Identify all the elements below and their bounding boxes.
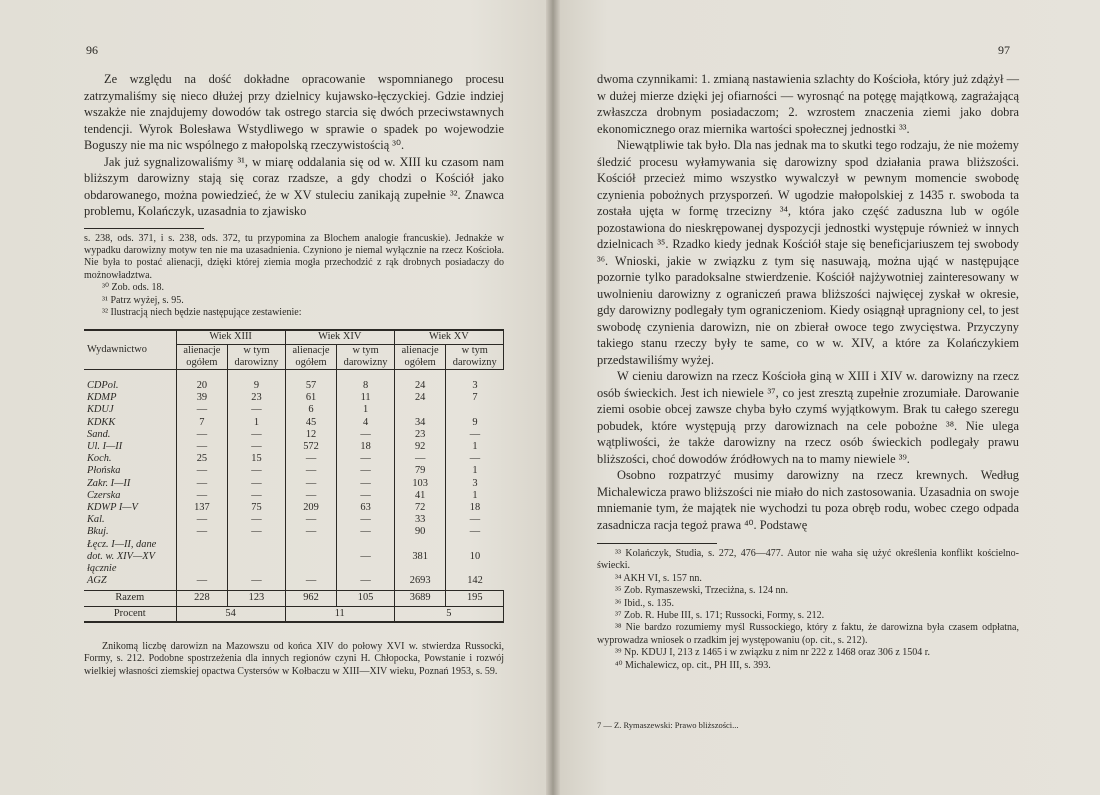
table-cell: 8: [337, 369, 394, 392]
table-row: [84, 514, 504, 526]
printer-signature: 7 — Z. Rymaszewski: Prawo bliższości...: [597, 720, 739, 730]
table-row: [84, 404, 504, 416]
table-row: [84, 465, 504, 477]
subheader-total: alienacje ogółem: [394, 344, 446, 369]
table-cell: 103: [394, 478, 446, 490]
table-cell: 90: [394, 526, 446, 538]
total-cell: 228: [176, 591, 228, 606]
table-cell: —: [285, 453, 337, 465]
percent-cell: 5: [394, 606, 503, 622]
table-cell: 11: [337, 392, 394, 404]
table-cell: [446, 404, 504, 416]
subheader-donations: w tym darowizny: [337, 344, 394, 369]
row-source: KDWP I—V: [87, 501, 138, 513]
table-cell: —: [337, 575, 394, 591]
table-cell: 381: [394, 539, 446, 576]
table-cell: [228, 539, 285, 576]
table-row: [84, 392, 504, 404]
table-cell: 572: [285, 441, 337, 453]
footnote-continuation: Znikomą liczbę darowizn na Mazowszu od końca XIV do połowy XVI w. stwierdza Russocki, Formy, s. 212. Podobne spostrzeżenia dla innych regionów czyni H. Chłopocka, Powstanie i rozwój wielkiej własności ziemskiej opactwa Cystersów w Kołbaczu w XIII—XIV wieku, Poznań 1953, s. 59.: [84, 640, 504, 677]
percent-cell: 54: [176, 606, 285, 622]
table-cell: 1: [228, 417, 285, 429]
table-cell: 20: [176, 369, 228, 392]
table-cell: —: [394, 453, 446, 465]
table-cell: —: [337, 478, 394, 490]
footnote-rule: [597, 543, 717, 544]
table-cell: 1: [446, 490, 504, 502]
table-cell: 1: [446, 465, 504, 477]
table-cell: —: [446, 429, 504, 441]
table-cell: —: [337, 539, 394, 576]
table-row: [84, 417, 504, 429]
table-cell: —: [176, 404, 228, 416]
table-cell: —: [285, 575, 337, 591]
total-cell: 105: [337, 591, 394, 606]
table-cell: —: [228, 441, 285, 453]
table-cell: —: [228, 514, 285, 526]
paragraph: W cieniu darowizn na rzecz Kościoła giną w XIII i XIV w. darowizny na rzecz osób świeckich. Jest ich niewiele ³⁷, co jest zresztą zupełnie zrozumiałe. Darowanie ziemi osobie obcej zawsze chyba było czymś wyjątkowym. Brak tu całego szeregu pobudek, które występują przy darowiznach na cele pobożne ³⁸. Nie ulega wątpliwości, że także darowizny na rzecz osób świeckich podlegały prawu bliższości, choć dowodów źródłowych na to mamy niewiele ³⁹.: [597, 369, 1019, 466]
table-cell: —: [176, 465, 228, 477]
book-gutter: [546, 0, 560, 795]
table-cell: —: [337, 490, 394, 502]
row-source: Sand.: [87, 428, 111, 440]
row-source: KDKK: [87, 416, 116, 428]
page-number-left: 96: [86, 43, 98, 57]
table-cell: 142: [446, 575, 504, 591]
total-cell: 195: [446, 591, 504, 606]
subheader-donations: w tym darowizny: [228, 344, 285, 369]
table-cell: —: [228, 526, 285, 538]
total-cell: 962: [285, 591, 337, 606]
column-header-century: Wiek XIII: [176, 330, 285, 344]
footnote: ³¹ Patrz wyżej, s. 95.: [102, 294, 184, 306]
row-source: KDUJ: [87, 404, 114, 416]
table-cell: —: [228, 465, 285, 477]
percent-cell: 11: [285, 606, 394, 622]
table-cell: 3: [446, 369, 504, 392]
table-row: [84, 575, 504, 591]
footnote: ³⁹ Np. KDUJ I, 213 z 1465 i w związku z nim nr 222 z 1468 oraz 306 z 1504 r.: [615, 647, 931, 659]
table-cell: 18: [446, 502, 504, 514]
table-row: [84, 441, 504, 453]
table-cell: —: [228, 575, 285, 591]
column-header-source: Wydawnictwo: [84, 330, 176, 369]
table-cell: 24: [394, 392, 446, 404]
column-header-century: Wiek XIV: [285, 330, 394, 344]
table-cell: 7: [176, 417, 228, 429]
table-cell: [176, 539, 228, 576]
table-cell: 3: [446, 478, 504, 490]
row-source: Łęcz. I—II, dane dot. w. XIV—XV łącznie: [87, 538, 157, 574]
footnote: ⁴⁰ Michalewicz, op. cit., PH III, s. 393.: [615, 659, 771, 671]
table-row: [84, 478, 504, 490]
table-cell: [285, 539, 337, 576]
table-cell: —: [285, 490, 337, 502]
row-source: KDMP: [87, 392, 117, 404]
table-cell: —: [337, 526, 394, 538]
table-cell: 9: [228, 369, 285, 392]
right-body: [597, 71, 1019, 672]
table-cell: 23: [228, 392, 285, 404]
row-source: Zakr. I—II: [87, 477, 131, 489]
footnote: ³⁴ AKH VI, s. 157 nn.: [615, 572, 702, 584]
paragraph: Osobno rozpatrzyć musimy darowizny na rzecz krewnych. Według Michalewicza prawo bliższości nie miało do nich zastosowania. Uzasadnia on swoje mniemanie tym, że majątek nie wychodzi tu poza obręb rodu, wobec czego odpada zasadnicza racja tegoż prawa ⁴⁰. Podstawę: [597, 468, 1019, 532]
table-cell: 33: [394, 514, 446, 526]
footnote-rule: [84, 228, 204, 229]
left-body: [84, 71, 504, 678]
table-cell: 79: [394, 465, 446, 477]
table-cell: [394, 404, 446, 416]
row-source: Płońska: [87, 465, 121, 477]
row-source: Kal.: [87, 514, 105, 526]
total-cell: 123: [228, 591, 285, 606]
table-cell: —: [176, 514, 228, 526]
table-cell: —: [228, 478, 285, 490]
table-cell: —: [446, 453, 504, 465]
subheader-donations: w tym darowizny: [446, 344, 504, 369]
percent-label: Procent: [84, 606, 176, 622]
table-cell: —: [337, 429, 394, 441]
table-cell: —: [176, 490, 228, 502]
table-cell: 41: [394, 490, 446, 502]
table-cell: 6: [285, 404, 337, 416]
table-cell: 9: [446, 417, 504, 429]
table-cell: 25: [176, 453, 228, 465]
table-cell: 34: [394, 417, 446, 429]
column-header-century: Wiek XV: [394, 330, 503, 344]
table-cell: —: [228, 404, 285, 416]
row-source: CDPol.: [87, 379, 119, 391]
left-footnotes: [84, 233, 504, 679]
table-cell: 10: [446, 539, 504, 576]
paragraph: Ze względu na dość dokładne opracowanie wspomnianego procesu zatrzymaliśmy się nieco dłużej przy dzielnicy kujawsko-łęczyckiej. Gdzie indziej wszakże nie znajdujemy dowodów tak ostrego starcia się dwóch przeciwstawnych tendencji. Wyrok Bolesława Wstydliwego w sprawie o spadek po wojewodzie Boguszy nie ma nic wspólnego z małopolską rzeczywistością ³⁰.: [84, 72, 504, 152]
paragraph: Niewątpliwie tak było. Dla nas jednak ma to skutki tego rodzaju, że nie możemy śledzić procesu wyłamywania się darowizny spod działania prawa bliższości. Kościół przecież mimo wszystko wywalczył w pewnym momencie swobodę czynienia pobożnych przysporzeń. W ugodzie małopolskiej z 1435 r. swoboda ta została ujęta w formę trzecizny ³⁴, która jako część zaduszna lub w ogóle pozostawiona do nieskrępowanej dyspozycji jednostki występuje również w innych dzielnicach ³⁵. Rzadko kiedy jednak Kościół staje się beneficjariuszem tej swobody ³⁶. Wnioski, jakie w związku z tym się nasuwają, można ująć w następujące pozornie tylko paradoksalne stwierdzenie. Kościół najżywotniej zainteresowany w uwolnieniu darowizny z ograniczeń prawa bliższości najwięcej zyskał w okresie, gdy darowizny podlegały tym ograniczeniom. Kiedy osiągnął upragniony cel, to jest swobodę czynienia darowizn, nie on zbierał owoce tego zwycięstwa. Przyczyny takiego stanu rzeczy były te same, co w w. XIV, a które za Kolańczykiem przedstawiliśmy wyżej.: [597, 138, 1019, 367]
table-cell: —: [337, 453, 394, 465]
table-cell: —: [176, 575, 228, 591]
paragraph: dwoma czynnikami: 1. zmianą nastawienia szlachty do Kościoła, który już zdążył — w dużej mierze dzięki jej ofiarności — wyrosnąć na potęgę majątkową, zagrażającą zwłaszcza drobnym posiadaczom; 2. wzrostem znaczenia ziemi jako dobra ekonomicznego oraz miernika wartości społecznej jednostki ³³.: [597, 72, 1019, 136]
table-cell: —: [446, 526, 504, 538]
table-row: [84, 490, 504, 502]
table-row: [84, 526, 504, 538]
table-cell: —: [446, 514, 504, 526]
row-source: Koch.: [87, 453, 112, 465]
table-cell: 57: [285, 369, 337, 392]
table-cell: —: [285, 514, 337, 526]
table-row: [84, 539, 504, 576]
table-cell: 2693: [394, 575, 446, 591]
table-cell: 39: [176, 392, 228, 404]
row-source: Czerska: [87, 489, 121, 501]
table-cell: 12: [285, 429, 337, 441]
footnote: ³³ Kolańczyk, Studia, s. 272, 476—477. Autor nie waha się użyć określenia konflikt kościelno-świecki.: [597, 548, 1019, 572]
table-cell: 209: [285, 502, 337, 514]
table-cell: —: [176, 526, 228, 538]
table-cell: 92: [394, 441, 446, 453]
table-cell: 75: [228, 502, 285, 514]
table-row: [84, 502, 504, 514]
table-cell: —: [285, 478, 337, 490]
table-cell: 15: [228, 453, 285, 465]
footnote: ³⁷ Zob. R. Hube III, s. 171; Russocki, Formy, s. 212.: [615, 610, 825, 622]
page-number-right: 97: [998, 43, 1010, 57]
table-cell: 1: [337, 404, 394, 416]
footnote: s. 238, ods. 371, i s. 238, ods. 372, tu przypomina za Blochem analogie francuskie). Jednakże w wypadku darowizny motyw ten nie ma uzasadnienia. Czyniono je niemal wyłącznie na rzecz Kościoła. Nie była to postać alienacji, dzięki której ziemia mogła przechodzić z rąk drobnych posiadaczy do możnowładztwa.: [84, 232, 504, 281]
footnote: ³⁸ Nie bardzo rozumiemy myśl Russockiego, który z faktu, że darowizna była czasem odpłatna, wyprowadza wniosek o rzadkim jej występowaniu (op. cit., s. 212).: [597, 622, 1019, 646]
footnote: ³² Ilustracją niech będzie następujące zestawienie:: [102, 306, 302, 318]
subheader-total: alienacje ogółem: [285, 344, 337, 369]
row-source: Bkuj.: [87, 526, 109, 538]
footnote: ³⁰ Zob. ods. 18.: [102, 282, 165, 294]
table-cell: 45: [285, 417, 337, 429]
right-page: [553, 0, 1100, 795]
right-footnotes: [597, 548, 1019, 672]
table-cell: 63: [337, 502, 394, 514]
statistics-table: [84, 329, 504, 622]
table-row: [84, 429, 504, 441]
table-cell: 72: [394, 502, 446, 514]
row-source: Ul. I—II: [87, 440, 123, 452]
total-cell: 3689: [394, 591, 446, 606]
table-row: [84, 453, 504, 465]
table-cell: —: [285, 465, 337, 477]
table-cell: —: [176, 441, 228, 453]
table-cell: —: [337, 465, 394, 477]
table-cell: —: [228, 429, 285, 441]
table-cell: —: [337, 514, 394, 526]
total-label: Razem: [84, 591, 176, 606]
table-cell: —: [285, 526, 337, 538]
table-cell: 137: [176, 502, 228, 514]
table-cell: —: [228, 490, 285, 502]
paragraph: Jak już sygnalizowaliśmy ³¹, w miarę oddalania się od w. XIII ku czasom nam bliższym darowizny stają się coraz rzadsze, a gdy chodzi o Kościół jako obdarowanego, można powiedzieć, że w XV stuleciu zanikają zupełnie ³². Znawca problemu, Kolańczyk, uzasadnia to zjawisko: [84, 154, 504, 218]
table-cell: —: [176, 478, 228, 490]
table-cell: 4: [337, 417, 394, 429]
table-cell: 24: [394, 369, 446, 392]
table-cell: 18: [337, 441, 394, 453]
table-cell: 1: [446, 441, 504, 453]
table-cell: 23: [394, 429, 446, 441]
table-cell: —: [176, 429, 228, 441]
row-source: AGZ: [84, 575, 176, 591]
footnote: ³⁶ Ibid., s. 135.: [615, 597, 674, 609]
table-row: [84, 369, 504, 392]
footnote: ³⁵ Zob. Rymaszewski, Trzeciżna, s. 124 nn.: [615, 585, 789, 597]
subheader-total: alienacje ogółem: [176, 344, 228, 369]
table-cell: 7: [446, 392, 504, 404]
table-cell: 61: [285, 392, 337, 404]
